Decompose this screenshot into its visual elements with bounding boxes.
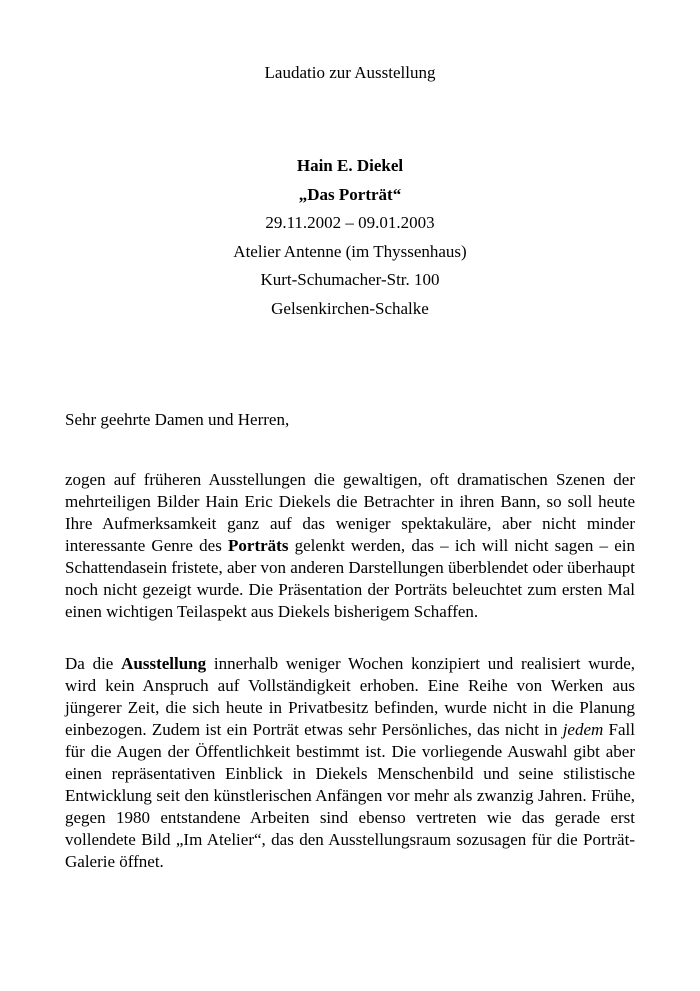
exhibition-title: „Das Porträt“ (298, 184, 402, 204)
artist-name: Hain E. Diekel (296, 156, 404, 175)
emphasis-bold: Porträts (228, 536, 289, 555)
body-paragraph (65, 653, 635, 873)
body-paragraph (65, 469, 635, 623)
text-run: gelenkt werden, das – ich will nicht sagen – ein Schattendasein fristete, aber von anderen Darstellungen überblendet oder überhaupt noch nicht gezeigt wurde. Die Präsentation der Porträts beleuchtet zum ersten Mal einen wichtigen Teilaspekt aus Diekels bisherigem Schaffen. (65, 536, 635, 621)
spacer (65, 623, 635, 653)
text-run: zogen auf früheren Ausstellungen die gewaltigen, oft dramatischen Szenen der mehrteiligen Bilder Hain Eric Diekels die Betrachter in ihren Bann, so soll heute Ihre Aufmerksamkeit ganz auf das weniger spektakuläre, aber nicht minder interessante Genre des (65, 470, 635, 555)
venue-street: Kurt-Schumacher-Str. 100 (260, 270, 440, 289)
salutation: Sehr geehrte Damen und Herren, (65, 410, 290, 429)
venue-name: Atelier Antenne (im Thyssenhaus) (233, 241, 467, 261)
document-heading: Laudatio zur Ausstellung (264, 63, 436, 82)
text-run: innerhalb weniger Wochen konzipiert und realisiert wurde, wird kein Anspruch auf Vollständigkeit erhoben. Eine Reihe von Werken aus jüngerer Zeit, die sich heute in Privatbesitz befinden, wurde nicht in die Planung einbezogen. Zudem ist ein Porträt etwas sehr Persönliches, das nicht in (65, 654, 635, 739)
spacer (65, 431, 635, 469)
text-run: Fall für die Augen der Öffentlichkeit bestimmt ist. Die vorliegende Auswahl gibt aber einen repräsentativen Einblick in Diekels Menschenbild und seine stilistische Entwicklung seit den künstlerischen Anfängen vor mehr als zwanzig Jahren. Frühe, gegen 1980 entstandene Arbeiten sind ebenso vertreten wie das gerade erst vollendete Bild „Im Atelier“, das den Ausstellungsraum sozusagen für die Porträt-Galerie öffnet. (65, 720, 635, 871)
exhibition-title-block (65, 152, 635, 323)
text-run: Da die (65, 654, 122, 673)
emphasis-bold: Ausstellung (121, 654, 207, 673)
emphasis-italic: jedem (562, 720, 604, 739)
venue-city: Gelsenkirchen-Schalke (271, 298, 429, 318)
document-body (65, 409, 635, 873)
exhibition-dates: 29.11.2002 – 09.01.2003 (265, 213, 435, 232)
